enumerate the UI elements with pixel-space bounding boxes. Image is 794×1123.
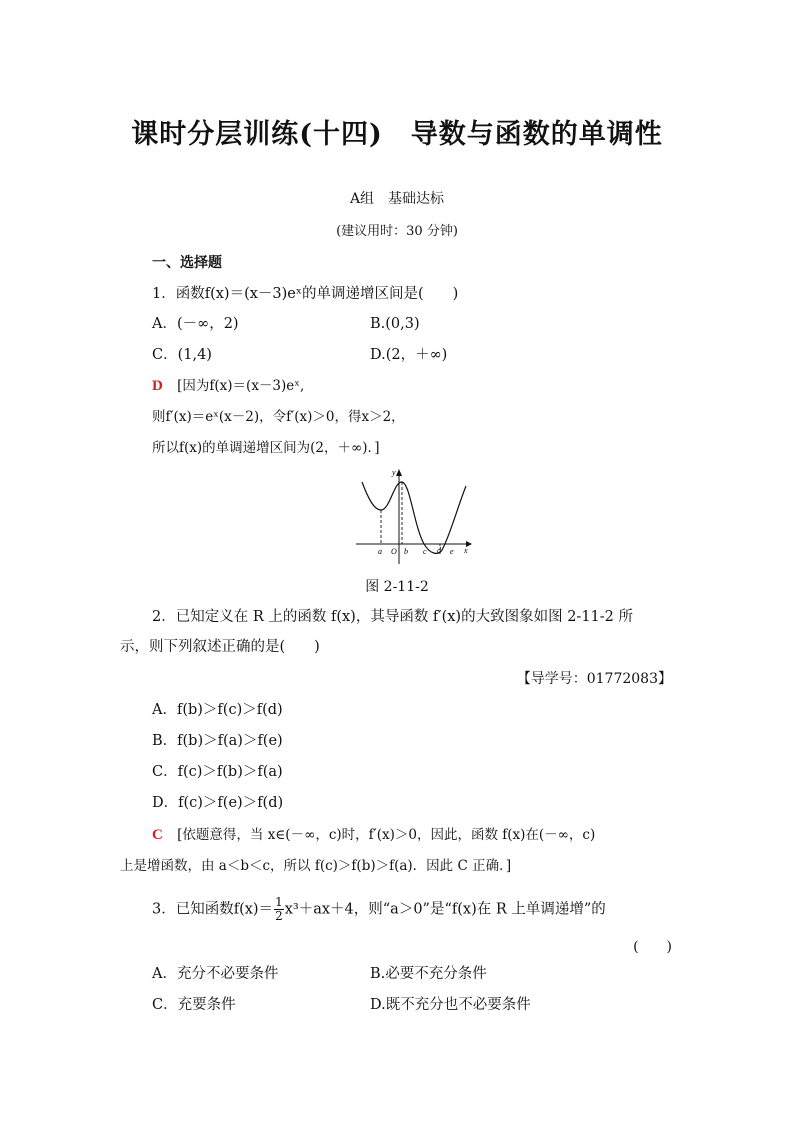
q3-option-c: C．充要条件 [152, 997, 236, 1013]
q3-option-d: D.既不充分也不必要条件 [370, 997, 531, 1013]
q1-option-c: C．(1,4) [152, 347, 212, 363]
q3-fraction-denominator: 2 [275, 909, 283, 923]
derivative-graph [354, 466, 474, 566]
section-heading: 一、选择题 [152, 255, 222, 271]
q1-explanation-line3: 所以f(x)的单调递增区间为(2，＋∞)．] [152, 440, 380, 456]
point-d-label: d [437, 546, 441, 555]
q3-option-b: B.必要不充分条件 [370, 966, 487, 982]
q2-reference-number: 【导学号：01772083】 [516, 671, 672, 687]
q2-answer [152, 825, 595, 845]
q1-option-a: A．(－∞，2) [152, 316, 239, 332]
point-a-label: a [378, 547, 382, 556]
q1-option-b: B.(0,3) [370, 316, 420, 332]
y-label: y [392, 468, 396, 477]
q2-option-c: C．f(c)＞f(b)＞f(a) [152, 764, 283, 780]
q3-stem [152, 896, 606, 923]
q3-stem-suffix: x³＋ax＋4，则“a＞0”是“f(x)在 R 上单调递增”的 [284, 901, 606, 918]
q2-option-a: A．f(b)＞f(c)＞f(d) [152, 702, 283, 718]
point-b-label: b [404, 547, 408, 556]
q1-answer [152, 376, 304, 396]
q3-stem-prefix: 3．已知函数f(x)＝ [152, 901, 274, 918]
point-e-label: e [450, 547, 454, 556]
y-axis-arrow [396, 469, 402, 476]
q1-option-d: D.(2，＋∞) [370, 347, 448, 363]
q2-explanation-line2: 上是增函数，由 a＜b＜c，所以 f(c)＞f(b)＞f(a)．因此 C 正确．] [120, 858, 512, 874]
q3-option-a: A．充分不必要条件 [152, 966, 279, 982]
q2-explanation-line1: [依题意得，当 x∈(－∞，c)时，f′(x)＞0，因此，函数 f(x)在(－∞，c) [177, 827, 596, 843]
q1-stem: 1．函数f(x)＝(x－3)eˣ的单调递增区间是( ) [152, 286, 459, 302]
point-c-label: c [423, 547, 427, 556]
q2-stem-line1: 2．已知定义在 R 上的函数 f(x)，其导函数 f′(x)的大致图象如图 2-11-2 所 [152, 609, 634, 625]
origin-label: O [391, 547, 397, 556]
figure-caption: 图 2-11-2 [365, 579, 429, 595]
derivative-curve [362, 482, 466, 553]
page-title: 课时分层训练(十四) 导数与函数的单调性 [131, 119, 663, 150]
q2-option-d: D．f(c)＞f(e)＞f(d) [152, 795, 284, 811]
q3-fraction-numerator: 1 [275, 895, 283, 909]
q2-option-b: B．f(b)＞f(a)＞f(e) [152, 733, 283, 749]
q1-explanation-line2: 则f′(x)＝eˣ(x－2)，令f′(x)＞0，得x＞2， [152, 409, 405, 425]
x-label: x [464, 546, 468, 555]
q1-explanation-line1: [因为f(x)＝(x－3)eˣ, [177, 378, 305, 394]
q1-answer-key: D [152, 378, 163, 394]
q3-fraction [274, 896, 284, 923]
q2-answer-key: C [152, 827, 163, 843]
q2-stem-line2: 示，则下列叙述正确的是( ) [120, 639, 320, 655]
q3-answer-paren: ( ) [633, 939, 672, 955]
group-heading: A组 基础达标 [349, 191, 445, 207]
time-note: (建议用时：30 分钟) [336, 224, 458, 239]
